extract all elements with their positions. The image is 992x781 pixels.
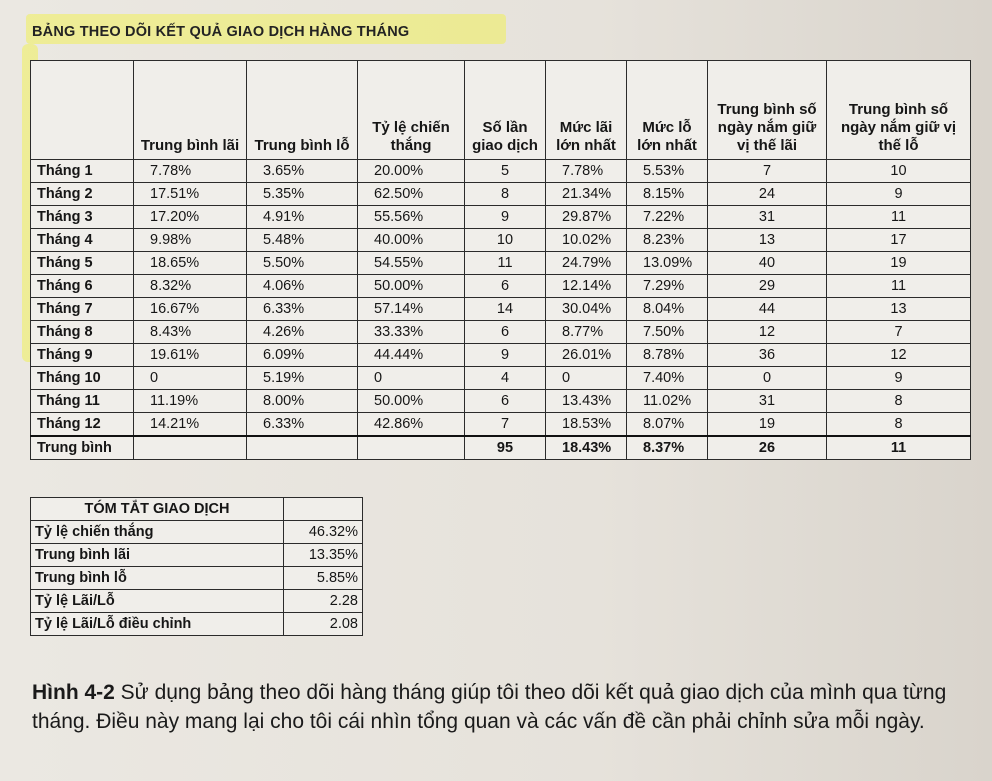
row-label: Tháng 12 <box>31 413 134 437</box>
table-cell: 7 <box>827 321 971 344</box>
table-cell: 19.61% <box>134 344 247 367</box>
table-cell: 5.48% <box>247 229 358 252</box>
table-cell: 20.00% <box>358 160 465 183</box>
table-cell: 57.14% <box>358 298 465 321</box>
table-row <box>31 367 971 390</box>
table-cell: 9 <box>827 367 971 390</box>
table-cell: 11 <box>465 252 546 275</box>
table-cell: 8.77% <box>546 321 627 344</box>
average-max-win: 18.43% <box>546 436 627 460</box>
row-label: Tháng 7 <box>31 298 134 321</box>
table-cell: 21.34% <box>546 183 627 206</box>
table-cell: 4.06% <box>247 275 358 298</box>
average-blank <box>134 436 247 460</box>
table-cell: 6.33% <box>247 413 358 437</box>
table-cell: 55.56% <box>358 206 465 229</box>
summary-row <box>31 590 363 613</box>
table-cell: 3.65% <box>247 160 358 183</box>
table-cell: 0 <box>708 367 827 390</box>
summary-label: Tỷ lệ Lãi/Lỗ điều chỉnh <box>31 613 284 636</box>
summary-heading-blank <box>284 498 363 521</box>
table-cell: 42.86% <box>358 413 465 437</box>
header-cell: Tỷ lệ chiến thắng <box>358 61 465 160</box>
table-cell: 18.65% <box>134 252 247 275</box>
table-cell: 7.22% <box>627 206 708 229</box>
table-row <box>31 229 971 252</box>
average-win-days: 26 <box>708 436 827 460</box>
row-label: Tháng 11 <box>31 390 134 413</box>
table-row <box>31 298 971 321</box>
header-cell: Trung bình số ngày nắm giữ vị thế lỗ <box>827 61 971 160</box>
table-cell: 29.87% <box>546 206 627 229</box>
table-cell: 10 <box>465 229 546 252</box>
monthly-results-table <box>30 60 971 460</box>
table-cell: 12.14% <box>546 275 627 298</box>
table-cell: 6 <box>465 390 546 413</box>
table-cell: 9.98% <box>134 229 247 252</box>
summary-row <box>31 544 363 567</box>
table-cell: 7.40% <box>627 367 708 390</box>
header-cell: Trung bình lãi <box>134 61 247 160</box>
table-cell: 7 <box>465 413 546 437</box>
table-cell: 26.01% <box>546 344 627 367</box>
summary-row <box>31 521 363 544</box>
table-cell: 6 <box>465 275 546 298</box>
table-cell: 62.50% <box>358 183 465 206</box>
table-cell: 13 <box>708 229 827 252</box>
table-cell: 0 <box>358 367 465 390</box>
table-row <box>31 275 971 298</box>
table-cell: 29 <box>708 275 827 298</box>
row-label: Tháng 8 <box>31 321 134 344</box>
table-cell: 7.50% <box>627 321 708 344</box>
caption-text: Sử dụng bảng theo dõi hàng tháng giúp tôi theo dõi kết quả giao dịch của mình qua từng tháng. Điều này mang lại cho tôi cái nhìn tổng quan và các vấn đề cần phải chỉnh sửa mỗi ngày. <box>32 681 947 733</box>
table-cell: 9 <box>465 344 546 367</box>
table-cell: 5.35% <box>247 183 358 206</box>
table-row <box>31 390 971 413</box>
table-cell: 13 <box>827 298 971 321</box>
row-label: Tháng 2 <box>31 183 134 206</box>
header-cell: Số lần giao dịch <box>465 61 546 160</box>
table-cell: 17 <box>827 229 971 252</box>
row-label: Tháng 4 <box>31 229 134 252</box>
table-cell: 12 <box>708 321 827 344</box>
table-cell: 8.32% <box>134 275 247 298</box>
figure-caption <box>32 678 962 736</box>
table-cell: 14 <box>465 298 546 321</box>
table-cell: 5.53% <box>627 160 708 183</box>
table-cell: 9 <box>827 183 971 206</box>
average-loss-days: 11 <box>827 436 971 460</box>
average-max-loss: 8.37% <box>627 436 708 460</box>
table-cell: 8.00% <box>247 390 358 413</box>
table-cell: 11.02% <box>627 390 708 413</box>
table-cell: 31 <box>708 390 827 413</box>
page-title: BẢNG THEO DÕI KẾT QUẢ GIAO DỊCH HÀNG THÁNG <box>32 24 410 40</box>
table-cell: 10 <box>827 160 971 183</box>
average-blank <box>247 436 358 460</box>
table-cell: 9 <box>465 206 546 229</box>
table-cell: 5.19% <box>247 367 358 390</box>
summary-value: 13.35% <box>284 544 363 567</box>
header-cell: Trung bình lỗ <box>247 61 358 160</box>
summary-row <box>31 613 363 636</box>
table-cell: 8.07% <box>627 413 708 437</box>
table-cell: 19 <box>708 413 827 437</box>
table-cell: 10.02% <box>546 229 627 252</box>
table-cell: 8.78% <box>627 344 708 367</box>
table-cell: 19 <box>827 252 971 275</box>
table-cell: 13.09% <box>627 252 708 275</box>
table-cell: 17.51% <box>134 183 247 206</box>
table-cell: 31 <box>708 206 827 229</box>
row-label: Tháng 6 <box>31 275 134 298</box>
table-cell: 8 <box>465 183 546 206</box>
table-cell: 17.20% <box>134 206 247 229</box>
table-cell: 13.43% <box>546 390 627 413</box>
average-blank <box>358 436 465 460</box>
table-cell: 4 <box>465 367 546 390</box>
table-header-row <box>31 61 971 160</box>
summary-label: Trung bình lỗ <box>31 567 284 590</box>
summary-heading: TÓM TẮT GIAO DỊCH <box>31 498 284 521</box>
table-cell: 5 <box>465 160 546 183</box>
average-row <box>31 436 971 460</box>
table-cell: 24.79% <box>546 252 627 275</box>
table-cell: 5.50% <box>247 252 358 275</box>
summary-label: Tỷ lệ Lãi/Lỗ <box>31 590 284 613</box>
table-cell: 50.00% <box>358 390 465 413</box>
table-row <box>31 183 971 206</box>
table-cell: 0 <box>546 367 627 390</box>
table-cell: 12 <box>827 344 971 367</box>
trade-summary-table <box>30 497 363 636</box>
average-label: Trung bình <box>31 436 134 460</box>
table-cell: 8.04% <box>627 298 708 321</box>
table-cell: 44 <box>708 298 827 321</box>
table-cell: 11.19% <box>134 390 247 413</box>
table-cell: 8 <box>827 390 971 413</box>
table-cell: 6.09% <box>247 344 358 367</box>
summary-row <box>31 567 363 590</box>
table-cell: 11 <box>827 206 971 229</box>
table-cell: 8.43% <box>134 321 247 344</box>
table-cell: 7.29% <box>627 275 708 298</box>
summary-value: 46.32% <box>284 521 363 544</box>
table-cell: 30.04% <box>546 298 627 321</box>
table-row <box>31 160 971 183</box>
header-cell <box>31 61 134 160</box>
table-row <box>31 413 971 437</box>
table-row <box>31 206 971 229</box>
table-cell: 33.33% <box>358 321 465 344</box>
table-cell: 40.00% <box>358 229 465 252</box>
table-cell: 24 <box>708 183 827 206</box>
table-cell: 18.53% <box>546 413 627 437</box>
table-cell: 54.55% <box>358 252 465 275</box>
table-cell: 44.44% <box>358 344 465 367</box>
average-trades: 95 <box>465 436 546 460</box>
row-label: Tháng 3 <box>31 206 134 229</box>
header-cell: Mức lãi lớn nhất <box>546 61 627 160</box>
table-row <box>31 321 971 344</box>
header-cell: Mức lỗ lớn nhất <box>627 61 708 160</box>
summary-label: Trung bình lãi <box>31 544 284 567</box>
table-cell: 4.26% <box>247 321 358 344</box>
table-cell: 6 <box>465 321 546 344</box>
table-cell: 7.78% <box>134 160 247 183</box>
table-cell: 11 <box>827 275 971 298</box>
table-row <box>31 344 971 367</box>
table-cell: 8.23% <box>627 229 708 252</box>
table-cell: 6.33% <box>247 298 358 321</box>
table-row <box>31 252 971 275</box>
summary-value: 2.28 <box>284 590 363 613</box>
table-cell: 8 <box>827 413 971 437</box>
table-cell: 8.15% <box>627 183 708 206</box>
table-cell: 50.00% <box>358 275 465 298</box>
table-cell: 0 <box>134 367 247 390</box>
summary-value: 5.85% <box>284 567 363 590</box>
header-cell: Trung bình số ngày nắm giữ vị thế lãi <box>708 61 827 160</box>
table-cell: 14.21% <box>134 413 247 437</box>
row-label: Tháng 5 <box>31 252 134 275</box>
table-cell: 4.91% <box>247 206 358 229</box>
table-cell: 7 <box>708 160 827 183</box>
table-cell: 7.78% <box>546 160 627 183</box>
row-label: Tháng 1 <box>31 160 134 183</box>
table-cell: 36 <box>708 344 827 367</box>
table-cell: 40 <box>708 252 827 275</box>
summary-label: Tỷ lệ chiến thắng <box>31 521 284 544</box>
row-label: Tháng 10 <box>31 367 134 390</box>
summary-value: 2.08 <box>284 613 363 636</box>
figure-label: Hình 4-2 <box>32 681 115 704</box>
row-label: Tháng 9 <box>31 344 134 367</box>
table-cell: 16.67% <box>134 298 247 321</box>
